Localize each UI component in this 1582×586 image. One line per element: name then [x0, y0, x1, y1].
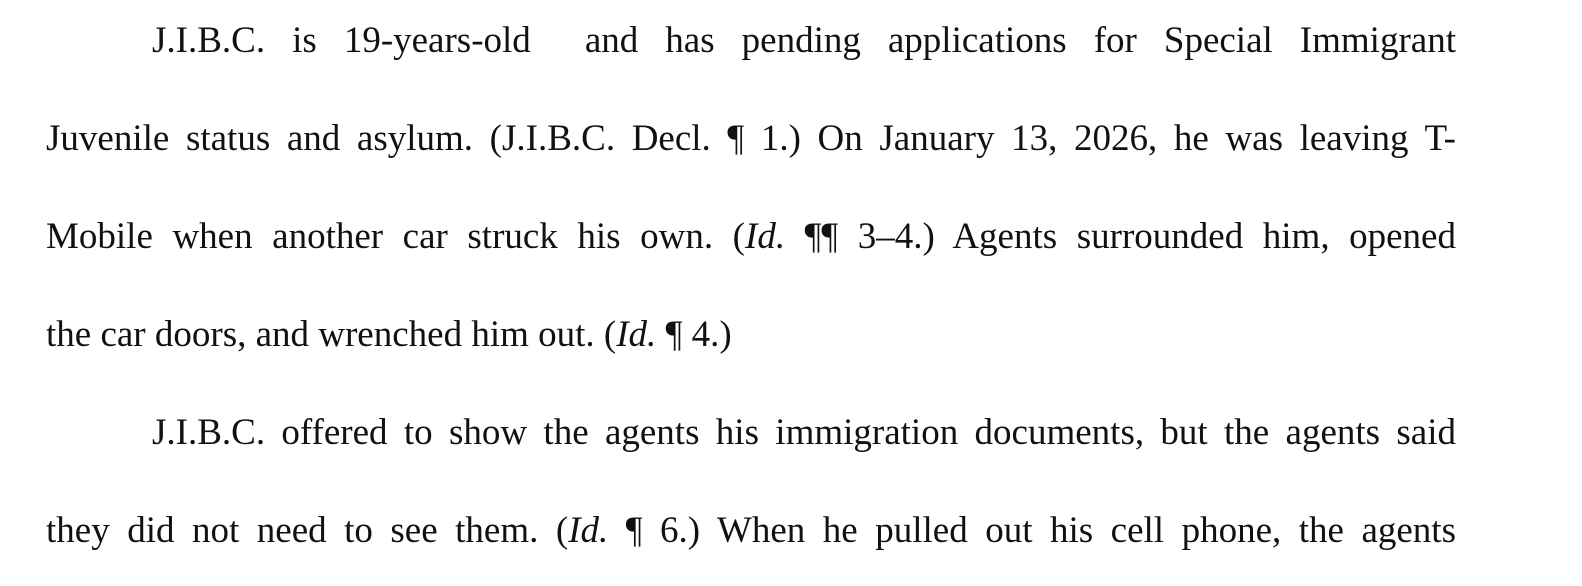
text-segment: Mobile when another car struck his own. (: [46, 216, 745, 257]
text-segment: ¶ 4.): [656, 314, 732, 355]
text-segment: ¶ 6.) When he pulled out his cell phone, the agents: [608, 510, 1456, 551]
text-segment: J.I.B.C. offered to show the agents his immigration documents, but the agents said: [152, 412, 1456, 453]
paragraph-line: [152, 409, 1456, 457]
paragraph-line: [46, 213, 1456, 261]
paragraph-line: [46, 115, 1456, 163]
text-segment: ¶¶ 3–4.) Agents surrounded him, opened: [785, 216, 1456, 257]
citation-id: Id.: [616, 314, 657, 355]
text-segment: Juvenile status and asylum. (J.I.B.C. Decl. ¶ 1.) On January 13, 2026, he was leaving T-: [46, 118, 1456, 159]
paragraph-line: [152, 17, 1456, 65]
text-segment: they did not need to see them. (: [46, 510, 569, 551]
text-segment: J.I.B.C. is 19-years-old and has pending applications for Special Immigrant: [152, 20, 1456, 61]
paragraph-line: [46, 311, 1456, 359]
paragraph-line: [46, 507, 1456, 555]
text-segment: the car doors, and wrenched him out. (: [46, 314, 617, 355]
citation-id: Id.: [745, 216, 786, 257]
citation-id: Id.: [568, 510, 609, 551]
